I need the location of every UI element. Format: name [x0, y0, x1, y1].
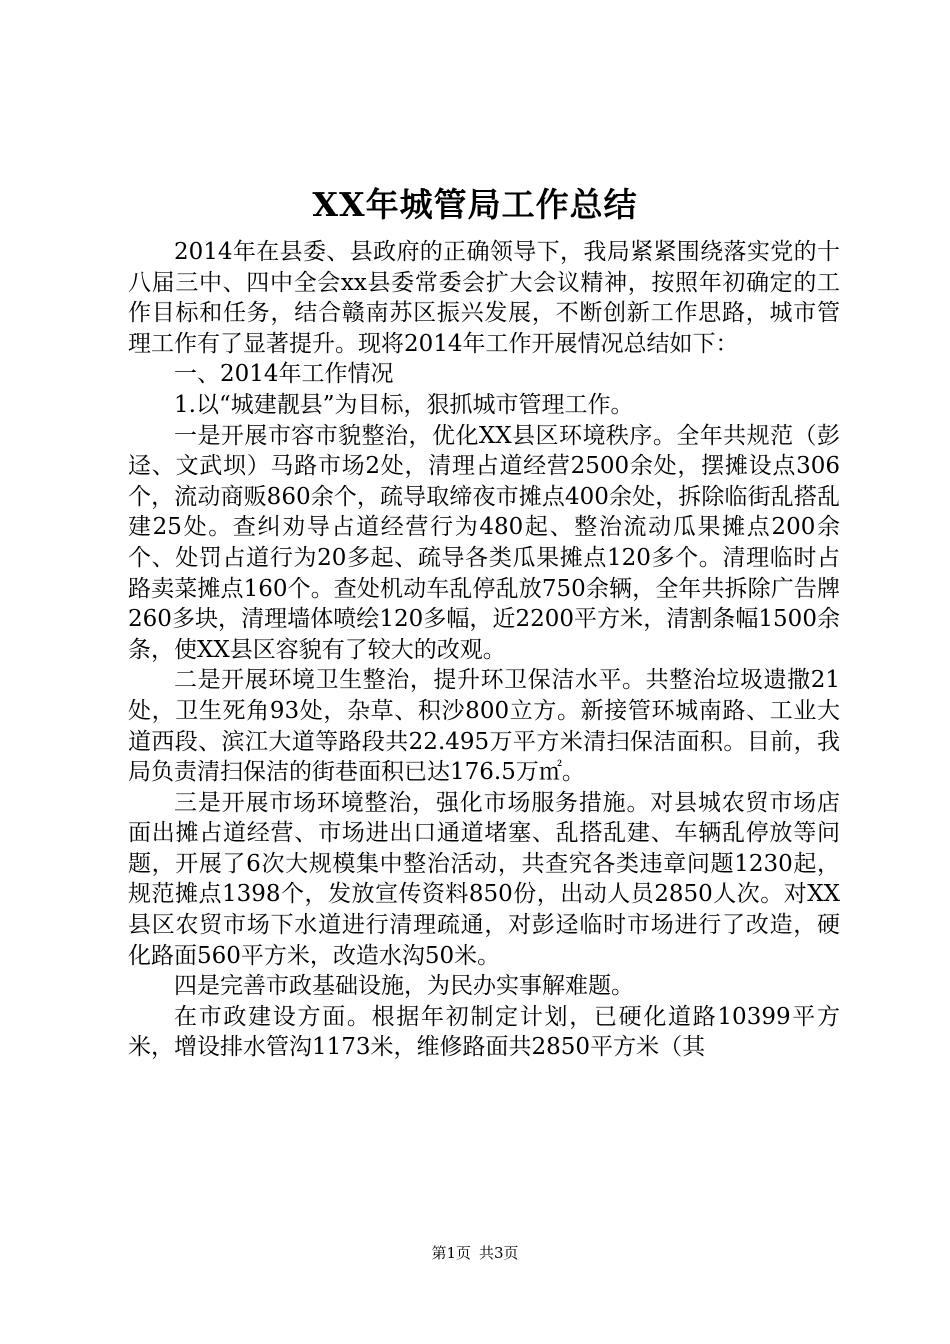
- paragraph-sanitation: 二是开展环境卫生整治，提升环卫保洁水平。共整治垃圾遗撒21处，卫生死角93处，杂草、积沙800立方。新接管环城南路、工业大道西段、滨江大道等路段共22.495万平方米清扫保洁面积。目前，我局负责清扫保洁的街巷面积已达176.5万㎡。: [128, 667, 840, 786]
- section-heading: 一、2014年工作情况: [174, 361, 394, 388]
- paragraph-municipal-construction: 在市政建设方面。根据年初制定计划，已硬化道路10399平方米，增设排水管沟1173米，维修路面共2850平方米（其: [128, 1003, 840, 1061]
- page-number: 第1页: [431, 1244, 471, 1262]
- page-footer: [0, 1243, 950, 1263]
- document-title: XX年城管局工作总结: [312, 185, 638, 224]
- subsection-heading: 1.以“城建靓县”为目标，狠抓城市管理工作。: [174, 391, 634, 418]
- document-body: [128, 237, 840, 1063]
- paragraph-infrastructure: 四是完善市政基础设施，为民办实事解难题。: [174, 973, 634, 1000]
- paragraph-city-appearance: 一是开展市容市貌整治，优化XX县区环境秩序。全年共规范（彭迳、文武坝）马路市场2处，清理占道经营2500余处，摆摊设点306个，流动商贩860余个，疏导取缔夜市摊点400余处，拆除临街乱搭乱建25处。查纠劝导占道经营行为480起、整治流动瓜果摊点200余个、处罚占道行为20多起、疏导各类瓜果摊点120多个。清理临时占路卖菜摊点160个。查处机动车乱停乱放750余辆，全年共拆除广告牌260多块，清理墙体喷绘120多幅，近2200平方米，清割条幅1500余条，使XX县区容貌有了较大的改观。: [128, 422, 840, 663]
- page-total: 共3页: [479, 1244, 519, 1262]
- intro-paragraph: 2014年在县委、县政府的正确领导下，我局紧紧围绕落实党的十八届三中、四中全会xx县委常委会扩大会议精神，按照年初确定的工作目标和任务，结合赣南苏区振兴发展，不断创新工作思路，城市管理工作有了显著提升。现将2014年工作开展情况总结如下：: [128, 239, 840, 357]
- paragraph-market: 三是开展市场环境整治，强化市场服务措施。对县城农贸市场店面出摊占道经营、市场进出口通道堵塞、乱搭乱建、车辆乱停放等问题，开展了6次大规模集中整治活动，共查究各类违章问题1230起，规范摊点1398个，发放宣传资料850份，出动人员2850人次。对XX县区农贸市场下水道进行清理疏通，对彭迳临时市场进行了改造，硬化路面560平方米，改造水沟50米。: [128, 789, 840, 969]
